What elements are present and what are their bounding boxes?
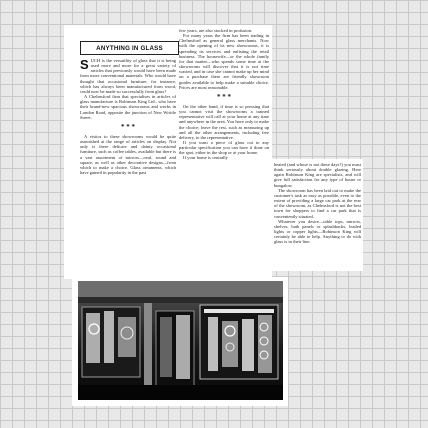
section-divider-stars: * * *: [121, 122, 135, 131]
paragraph-profusion: few years, are also stocked in profusion.: [179, 28, 253, 33]
article-column-1: [80, 58, 176, 273]
showroom-photo-image: [78, 281, 283, 400]
paragraph-intro-text: UCH is the versatility of glass that it is being used more and more for a great variety of articles that previously would have been made from more conventional materials. Who would have thought that occasional furniture, for instance, which has always been manufactured from wood, could now be made so successfully from glass?: [80, 58, 176, 94]
paragraph-cutting: If you want a piece of glass cut to any particular specification you can have it done on the spot, either in the shop or at your home.: [179, 139, 269, 156]
article-heading: ANYTHING IN GLASS: [80, 41, 179, 55]
section-divider-stars: * * *: [217, 92, 231, 101]
paragraph-intro: [80, 58, 176, 94]
paragraph-firm: A Chelmsford firm that specialises in articles of glass manufacture is Robinson King Ltd., who have their brand-new spacious showrooms and works in London Road, opposite the junction of New Writtle Street.: [80, 94, 176, 120]
paragraph-history: For many years the firm has been trading in Chelmsford as general glass merchants. Now with the opening of its new showrooms, it is spreading its services and enlisting the retail business. The housewife—or the whole family for that matter—who spends some time at the showrooms will discover that it is not time wasted, and in case she cannot make up her mind on a purchase there are friendly showroom guides available to help make a suitable choice. Prices are most reasonable.: [179, 33, 269, 90]
paragraph-representative: On the other hand, if time is so pressing that you cannot visit the showrooms a trained representative will call at your home at any time and anywhere in the area. You have only to make the choice; leave the rest, such as measuring up and all the other arrangements, including free delivery, to the representative.: [179, 103, 269, 140]
showroom-photograph: [78, 281, 283, 400]
paragraph-double-glazing: heated (and whose is not these days?) you must think seriously about double glazing. Here again Robinson King are specialists, and will give full satisfaction for any type of house or bungalow.: [274, 162, 361, 188]
paragraph-car-park: The showroom has been laid out to make the customer's task as easy as possible, even to the extent of providing a large car park at the rear of the showroom, as Chelmsford is not the best town for shoppers to find a car park that is conveniently situated.: [274, 187, 361, 219]
paragraph-heating-start: If your home is centrally: [183, 155, 228, 161]
paragraph-whatever: Whatever you desire—table tops, mirrors, shelves, bath panels or splashbacks, leaded lights or copper lights—Robinson King will certainly be able to help. Anything to do with glass is in their line.: [274, 218, 361, 245]
article-column-2: [179, 28, 269, 281]
drop-cap: S: [80, 58, 89, 72]
paragraph-visitor: A visitor to these showrooms would be quite astonished at the range of articles on display. Not only is there delicate and dainty occasional furniture, such as coffee tables, available but there is a vast assortment of mirrors—oval, round and square, as well as other decorative designs—from which to make a choice. Glass ornaments, which have gained in popularity in the past: [80, 133, 176, 175]
article-column-3: [274, 162, 361, 269]
